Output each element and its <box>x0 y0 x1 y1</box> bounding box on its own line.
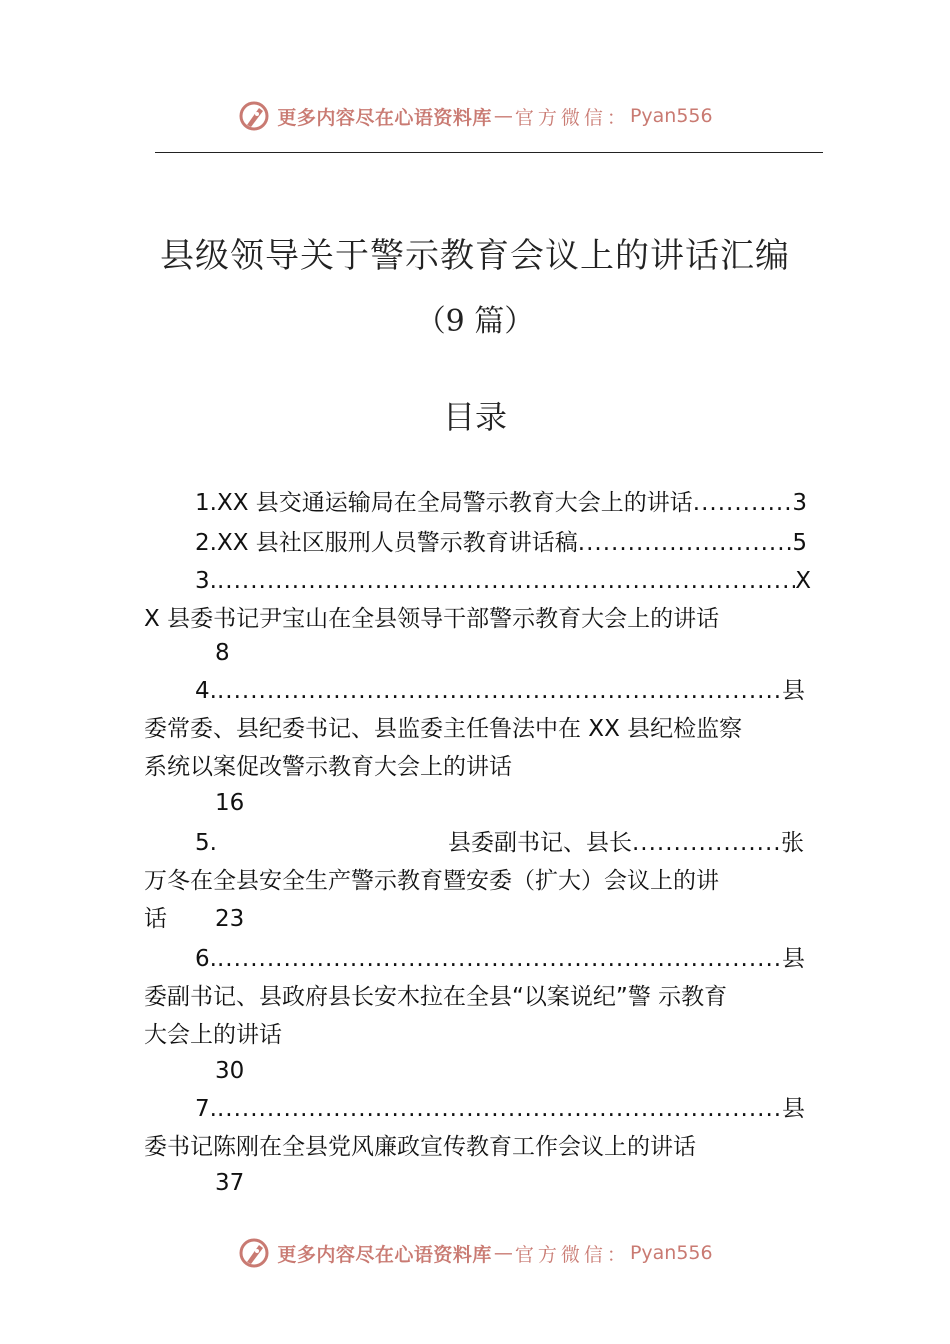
toc-entry-title-lead: 县 <box>782 1096 805 1122</box>
toc-entry-number: 2. <box>195 530 217 556</box>
pen-nib-logo-icon <box>237 99 271 133</box>
toc-entry-number: 5. <box>195 830 217 856</box>
banner-separator: — <box>493 1242 513 1264</box>
toc-entry-2[interactable] <box>195 524 807 562</box>
toc-entry-number: 3. <box>195 568 217 594</box>
banner-separator: — <box>493 105 513 127</box>
footer-banner <box>0 1233 950 1273</box>
document-title: 县级领导关于警示教育会议上的讲话汇编 <box>160 236 790 276</box>
toc-entry-page: 23 <box>215 906 245 932</box>
toc-entry-page: 30 <box>215 1058 245 1084</box>
toc-entry-title-line: 委书记陈刚在全县党风廉政宣传教育工作会议上的讲话 <box>144 1134 696 1160</box>
toc-entry-3[interactable] <box>195 562 811 600</box>
toc-entry-5[interactable] <box>195 824 217 862</box>
document-subtitle: （9 篇） <box>415 304 535 339</box>
banner-text: 更多内容尽在心语资料库 <box>277 106 492 129</box>
toc-entry-6[interactable] <box>195 940 805 978</box>
toc-heading: 目录 <box>442 398 507 436</box>
wechat-id: Pyan556 <box>629 105 713 127</box>
banner-label: 官方微信： <box>514 1243 630 1266</box>
toc-entry-4[interactable] <box>195 672 805 710</box>
toc-entry-title-line: 大会上的讲话 <box>144 1022 282 1048</box>
toc-entry-7[interactable] <box>195 1090 805 1128</box>
toc-entry-5-continued <box>448 824 804 862</box>
toc-entry-title-line: 委副书记、县政府县长安木拉在全县“以案说纪”警 示教育 <box>144 984 728 1010</box>
header-rule <box>155 152 823 153</box>
toc-entry-title-lead: 县 <box>782 678 805 704</box>
toc-entry-title-line: 万冬在全县安全生产警示教育暨安委（扩大）会议上的讲 <box>144 868 719 894</box>
toc-entry-number: 4. <box>195 678 217 704</box>
toc-entry-page: 5 <box>792 530 807 556</box>
toc-entry-title-line: 委常委、县纪委书记、县监委主任鲁法中在 XX 县纪检监察 <box>144 716 743 742</box>
toc-entry-page: 8 <box>215 640 230 666</box>
toc-entry-page: 37 <box>215 1170 245 1196</box>
toc-entry-number: 7. <box>195 1096 217 1122</box>
toc-entry-title-line: 话 <box>144 906 167 932</box>
toc-entry-page: 3 <box>792 490 807 516</box>
banner-text: 更多内容尽在心语资料库 <box>277 1243 492 1266</box>
header-banner <box>0 96 950 136</box>
toc-entry-title-lead: X <box>795 568 811 594</box>
wechat-id: Pyan556 <box>629 1242 713 1264</box>
toc-entry-1[interactable] <box>195 484 807 522</box>
toc-entry-title-line: X 县委书记尹宝山在全县领导干部警示教育大会上的讲话 <box>144 606 720 632</box>
pen-nib-logo-icon <box>237 1236 271 1270</box>
toc-entry-title-middle: 县委副书记、县长 <box>448 830 632 856</box>
toc-entry-number: 6. <box>195 946 217 972</box>
toc-entry-title-lead: 县 <box>782 946 805 972</box>
banner-label: 官方微信： <box>514 106 630 129</box>
toc-entry-number: 1. <box>195 490 217 516</box>
toc-entry-title: XX 县社区服刑人员警示教育讲话稿 <box>216 530 578 556</box>
toc-entry-title-line: 系统以案促改警示教育大会上的讲话 <box>144 754 512 780</box>
toc-entry-page: 16 <box>215 790 245 816</box>
toc-entry-title-lead: 张 <box>781 830 804 856</box>
toc-entry-title: XX 县交通运输局在全局警示教育大会上的讲话 <box>216 490 693 516</box>
